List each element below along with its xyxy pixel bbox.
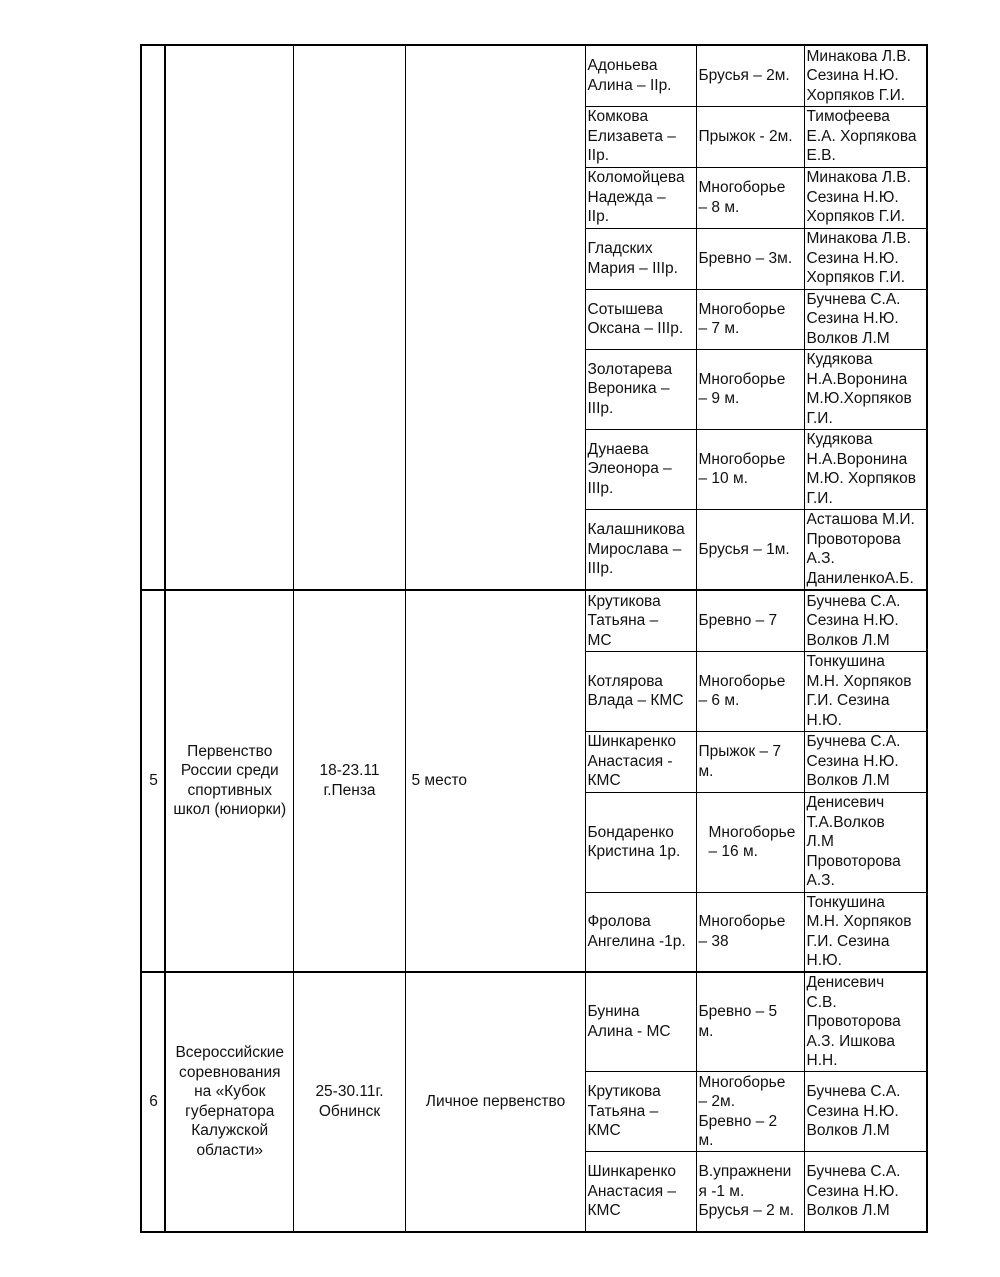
- coaches-cell: Кудякова Н.А.Воронина М.Ю. Хорпяков Г.И.: [804, 429, 927, 509]
- discipline-cell: Бревно – 7: [696, 590, 804, 651]
- event-dates-cell: 25-30.11г. Обнинск: [293, 972, 405, 1232]
- athlete-cell: Адоньева Алина – IIр.: [585, 45, 696, 106]
- coaches-cell: Денисевич Т.А.Волков Л.М Провоторова А.З.: [804, 792, 927, 892]
- coaches-cell: Минакова Л.В. Сезина Н.Ю. Хорпяков Г.И.: [804, 45, 927, 106]
- coaches-cell: Бучнева С.А. Сезина Н.Ю. Волков Л.М: [804, 1152, 927, 1232]
- discipline-cell: Многоборье – 9 м.: [696, 349, 804, 429]
- athlete-cell: Бунина Алина - МС: [585, 972, 696, 1072]
- table-row: [141, 45, 927, 106]
- discipline-cell: Многоборье – 8 м.: [696, 167, 804, 228]
- discipline-cell: Бревно – 3м.: [696, 228, 804, 289]
- coaches-cell: Бучнева С.А. Сезина Н.Ю. Волков Л.М: [804, 731, 927, 792]
- coaches-cell: Бучнева С.А. Сезина Н.Ю. Волков Л.М: [804, 590, 927, 651]
- team-result-cell: Личное первенство: [405, 972, 585, 1232]
- event-dates-cell: 18-23.11 г.Пенза: [293, 590, 405, 972]
- athlete-cell: Калашникова Мирослава – IIIр.: [585, 509, 696, 590]
- event-name-cell: [165, 45, 293, 590]
- athlete-cell: Золотарева Вероника – IIIр.: [585, 349, 696, 429]
- event-name-cell: Всероссийские соревнования на «Кубок губернатора Калужской области»: [165, 972, 293, 1232]
- coaches-cell: Тимофеева Е.А. Хорпякова Е.В.: [804, 106, 927, 167]
- coaches-cell: Бучнева С.А. Сезина Н.Ю. Волков Л.М: [804, 289, 927, 349]
- athlete-cell: Котлярова Влада – КМС: [585, 651, 696, 731]
- table-row: [141, 972, 927, 1072]
- athlete-cell: Крутикова Татьяна – МС: [585, 590, 696, 651]
- team-result-cell: 5 место: [405, 590, 585, 972]
- coaches-cell: Асташова М.И. Провоторова А.З. ДаниленкоА.Б.: [804, 509, 927, 590]
- discipline-cell: Многоборье – 6 м.: [696, 651, 804, 731]
- discipline-cell: Многоборье – 38: [696, 892, 804, 972]
- athlete-cell: Бондаренко Кристина 1р.: [585, 792, 696, 892]
- athlete-cell: Гладских Мария – IIIр.: [585, 228, 696, 289]
- athlete-cell: Дунаева Элеонора – IIIр.: [585, 429, 696, 509]
- athlete-cell: Комкова Елизавета – IIр.: [585, 106, 696, 167]
- results-table: [140, 44, 928, 1233]
- coaches-cell: Кудякова Н.А.Воронина М.Ю.Хорпяков Г.И.: [804, 349, 927, 429]
- discipline-cell: Бревно – 5 м.: [696, 972, 804, 1072]
- athlete-cell: Крутикова Татьяна – КМС: [585, 1072, 696, 1152]
- event-name-cell: Первенство России среди спортивных школ (юниорки): [165, 590, 293, 972]
- discipline-cell: Брусья – 1м.: [696, 509, 804, 590]
- discipline-cell: Прыжок – 7 м.: [696, 731, 804, 792]
- event-dates-cell: [293, 45, 405, 590]
- athlete-cell: Фролова Ангелина -1р.: [585, 892, 696, 972]
- discipline-cell: Многоборье – 2м. Бревно – 2 м.: [696, 1072, 804, 1152]
- coaches-cell: Минакова Л.В. Сезина Н.Ю. Хорпяков Г.И.: [804, 167, 927, 228]
- coaches-cell: Бучнева С.А. Сезина Н.Ю. Волков Л.М: [804, 1072, 927, 1152]
- coaches-cell: Тонкушина М.Н. Хорпяков Г.И. Сезина Н.Ю.: [804, 651, 927, 731]
- athlete-cell: Сотышева Оксана – IIIр.: [585, 289, 696, 349]
- discipline-cell: Прыжок - 2м.: [696, 106, 804, 167]
- team-result-cell: [405, 45, 585, 590]
- row-number-cell: 5: [141, 590, 165, 972]
- athlete-cell: Коломойцева Надежда – IIр.: [585, 167, 696, 228]
- discipline-cell: Многоборье – 16 м.: [696, 792, 804, 892]
- discipline-cell: Многоборье – 7 м.: [696, 289, 804, 349]
- coaches-cell: Минакова Л.В. Сезина Н.Ю. Хорпяков Г.И.: [804, 228, 927, 289]
- athlete-cell: Шинкаренко Анастасия - КМС: [585, 731, 696, 792]
- table-row: [141, 590, 927, 651]
- discipline-cell: В.упражнени я -1 м. Брусья – 2 м.: [696, 1152, 804, 1232]
- coaches-cell: Денисевич С.В. Провоторова А.З. Ишкова Н.Н.: [804, 972, 927, 1072]
- row-number-cell: [141, 45, 165, 590]
- row-number-cell: 6: [141, 972, 165, 1232]
- discipline-cell: Брусья – 2м.: [696, 45, 804, 106]
- results-document: [140, 44, 928, 1233]
- coaches-cell: Тонкушина М.Н. Хорпяков Г.И. Сезина Н.Ю.: [804, 892, 927, 972]
- discipline-cell: Многоборье – 10 м.: [696, 429, 804, 509]
- athlete-cell: Шинкаренко Анастасия – КМС: [585, 1152, 696, 1232]
